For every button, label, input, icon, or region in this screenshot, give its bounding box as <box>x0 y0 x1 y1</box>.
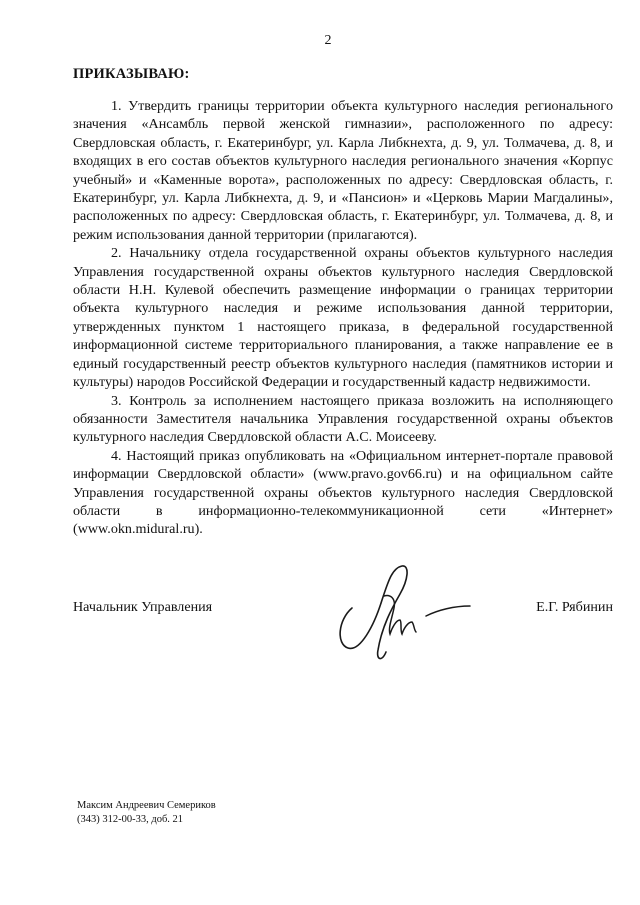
order-body <box>73 97 613 539</box>
order-item-1: 1. Утвердить границы территории объекта культурного наследия регионального значения «Ансамбль первой женской гимназии», расположенного по адресу: Свердловская область, г. Екатеринбург, ул. Карла Либкнехта, д. 9, ул. Толмачева, д. 8, и входящих в его состав объектов культурного наследия регионального значения «Корпус учебный» и «Каменные ворота», расположенных по адресу: Свердловская область, г. Екатеринбург, ул. Карла Либкнехта, д. 9, и «Пансион» и «Церковь Марии Магдалины», расположенных по адресу: Свердловская область, г. Екатеринбург, ул. Толмачева, д. 8, и режим использования данной территории (прилагаются). <box>73 98 613 243</box>
executor-name: Максим Андреевич Семериков <box>77 800 216 811</box>
page-number: 2 <box>324 33 332 48</box>
executor-info <box>77 799 216 826</box>
signer-name: Е.Г. Рябинин <box>536 599 613 615</box>
handwritten-signature <box>330 556 480 666</box>
order-item-2: 2. Начальнику отдела государственной охраны объектов культурного наследия Управления государственной охраны объектов культурного наследия Свердловской области Н.Н. Кулевой обеспечить размещение информации о границах территории объекта культурного наследия и режиме использования данной территории, утвержденных пунктом 1 настоящего приказа, в федеральной государственной информационной системе территориального планирования, а также направление ее в единый государственный реестр объектов культурного наследия (памятников истории и культуры) народов Российской Федерации и государственный кадастр недвижимости. <box>73 245 613 391</box>
signer-position: Начальник Управления <box>73 599 213 615</box>
executor-phone: (343) 312-00-33, доб. 21 <box>77 813 184 825</box>
order-item-4: 4. Настоящий приказ опубликовать на «Официальном интернет-портале правовой информации Свердловской области» (www.pravo.gov66.ru) и на официальном сайте Управления государственной охраны объектов культурного наследия Свердловской области в информационно-телекоммуникационной сети «Интернет» (www.okn.midural.ru). <box>73 447 613 538</box>
order-item-3: 3. Контроль за исполнением настоящего приказа возложить на исполняющего обязанности Заместителя начальника Управления государственной охраны объектов культурного наследия Свердловской области А.С. Моисееву. <box>73 392 613 446</box>
order-heading: ПРИКАЗЫВАЮ: <box>73 66 190 82</box>
